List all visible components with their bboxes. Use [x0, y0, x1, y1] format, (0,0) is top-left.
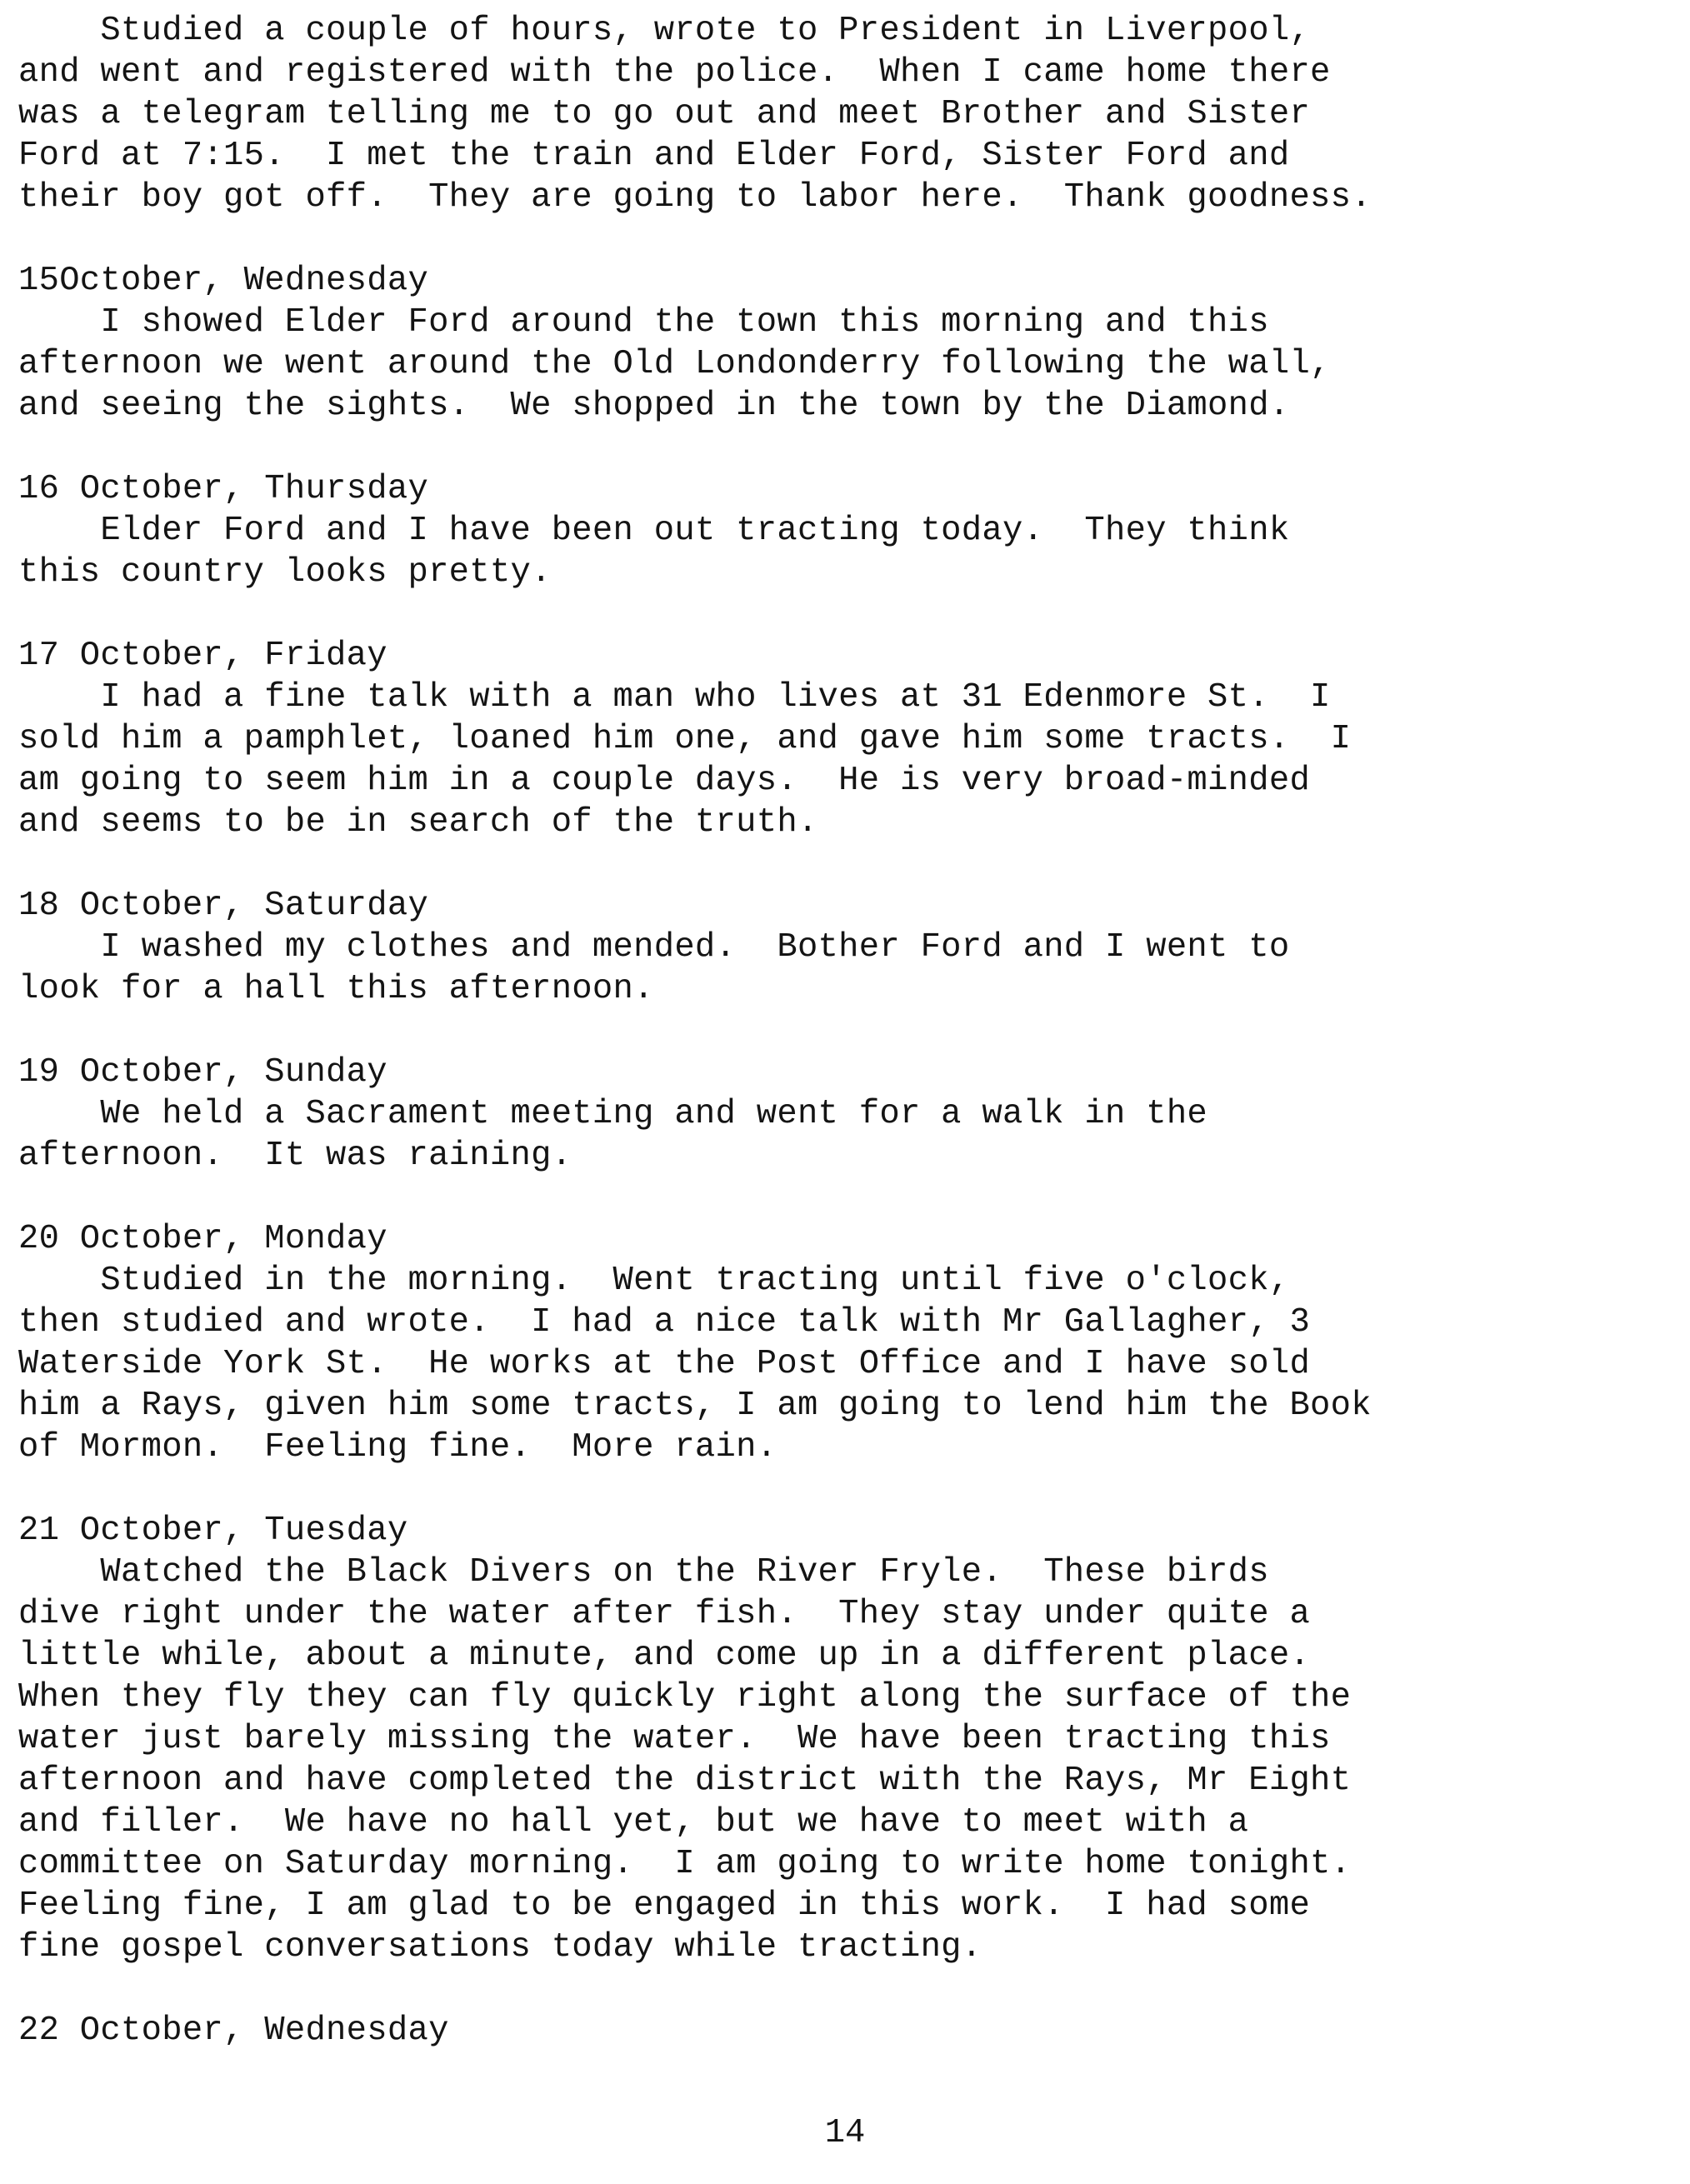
entry-text-line: Studied in the morning. Went tracting until five o'clock, [18, 1262, 1290, 1300]
entry-text-line: of Mormon. Feeling fine. More rain. [18, 1428, 778, 1467]
journal-entry [18, 885, 1677, 1010]
entry-text-line: Elder Ford and I have been out tracting today. They think [18, 512, 1290, 550]
entry-text-line: little while, about a minute, and come up in a different place. [18, 1637, 1311, 1675]
entry-text-line: afternoon we went around the Old Londonderry following the wall, [18, 345, 1331, 383]
entry-text-line: look for a hall this afternoon. [18, 970, 654, 1008]
journal-entry [18, 1218, 1677, 1468]
entry-text-line: I washed my clothes and mended. Bother Ford and I went to [18, 928, 1290, 967]
entry-text-line: this country looks pretty. [18, 553, 552, 592]
entry-text-line: afternoon. It was raining. [18, 1137, 572, 1175]
journal-entry [18, 468, 1677, 593]
journal-entry [18, 2010, 1677, 2052]
entry-text-line: and seeing the sights. We shopped in the town by the Diamond. [18, 387, 1290, 425]
journal-entry [18, 1510, 1677, 1968]
entry-text-line: Ford at 7:15. I met the train and Elder Ford, Sister Ford and [18, 137, 1290, 175]
entry-text-line: committee on Saturday morning. I am going to write home tonight. [18, 1845, 1352, 1883]
journal-page [18, 10, 1677, 2052]
entry-date-heading: 20 October, Monday [18, 1220, 388, 1258]
journal-entry [18, 260, 1677, 427]
entry-date-heading: 15October, Wednesday [18, 262, 429, 300]
entry-text-line: afternoon and have completed the district with the Rays, Mr Eight [18, 1762, 1352, 1800]
entry-text-line: and went and registered with the police. When I came home there [18, 53, 1331, 92]
entry-text-line: Watched the Black Divers on the River Fryle. These birds [18, 1553, 1269, 1592]
entry-text-line: Studied a couple of hours, wrote to President in Liverpool, [18, 12, 1311, 50]
entry-text-line: Feeling fine, I am glad to be engaged in this work. I had some [18, 1887, 1311, 1925]
entry-text-line: was a telegram telling me to go out and meet Brother and Sister [18, 95, 1311, 133]
entry-date-heading: 17 October, Friday [18, 637, 388, 675]
entry-date-heading: 16 October, Thursday [18, 470, 429, 508]
page-number: 14 [824, 2114, 866, 2152]
entry-text-line: and filler. We have no hall yet, but we have to meet with a [18, 1803, 1249, 1842]
entry-date-heading: 19 October, Sunday [18, 1053, 388, 1092]
entry-date-heading: 22 October, Wednesday [18, 2012, 449, 2050]
entry-text-line: sold him a pamphlet, loaned him one, and gave him some tracts. I [18, 720, 1352, 758]
entry-text-line: We held a Sacrament meeting and went for a walk in the [18, 1095, 1208, 1133]
entry-text-line: When they fly they can fly quickly right along the surface of the [18, 1678, 1352, 1717]
entry-text-line: Waterside York St. He works at the Post Office and I have sold [18, 1345, 1311, 1383]
entry-text-line: their boy got off. They are going to labor here. Thank goodness. [18, 178, 1372, 217]
entry-date-heading: 18 October, Saturday [18, 887, 429, 925]
entry-date-heading: 21 October, Tuesday [18, 1512, 408, 1550]
entry-text-line: I showed Elder Ford around the town this morning and this [18, 303, 1269, 342]
entry-text-line: I had a fine talk with a man who lives at 31 Edenmore St. I [18, 678, 1331, 717]
entry-text-line: and seems to be in search of the truth. [18, 803, 818, 842]
entry-text-line: am going to seem him in a couple days. He is very broad-minded [18, 762, 1311, 800]
journal-entry [18, 1052, 1677, 1177]
entry-text-line: water just barely missing the water. We have been tracting this [18, 1720, 1331, 1758]
journal-entry [18, 635, 1677, 843]
entry-text-line: him a Rays, given him some tracts, I am going to lend him the Book [18, 1387, 1372, 1425]
entry-text-line: then studied and wrote. I had a nice talk with Mr Gallagher, 3 [18, 1303, 1311, 1342]
journal-entry [18, 10, 1677, 218]
entry-text-line: fine gospel conversations today while tracting. [18, 1928, 982, 1967]
entry-text-line: dive right under the water after fish. They stay under quite a [18, 1595, 1311, 1633]
